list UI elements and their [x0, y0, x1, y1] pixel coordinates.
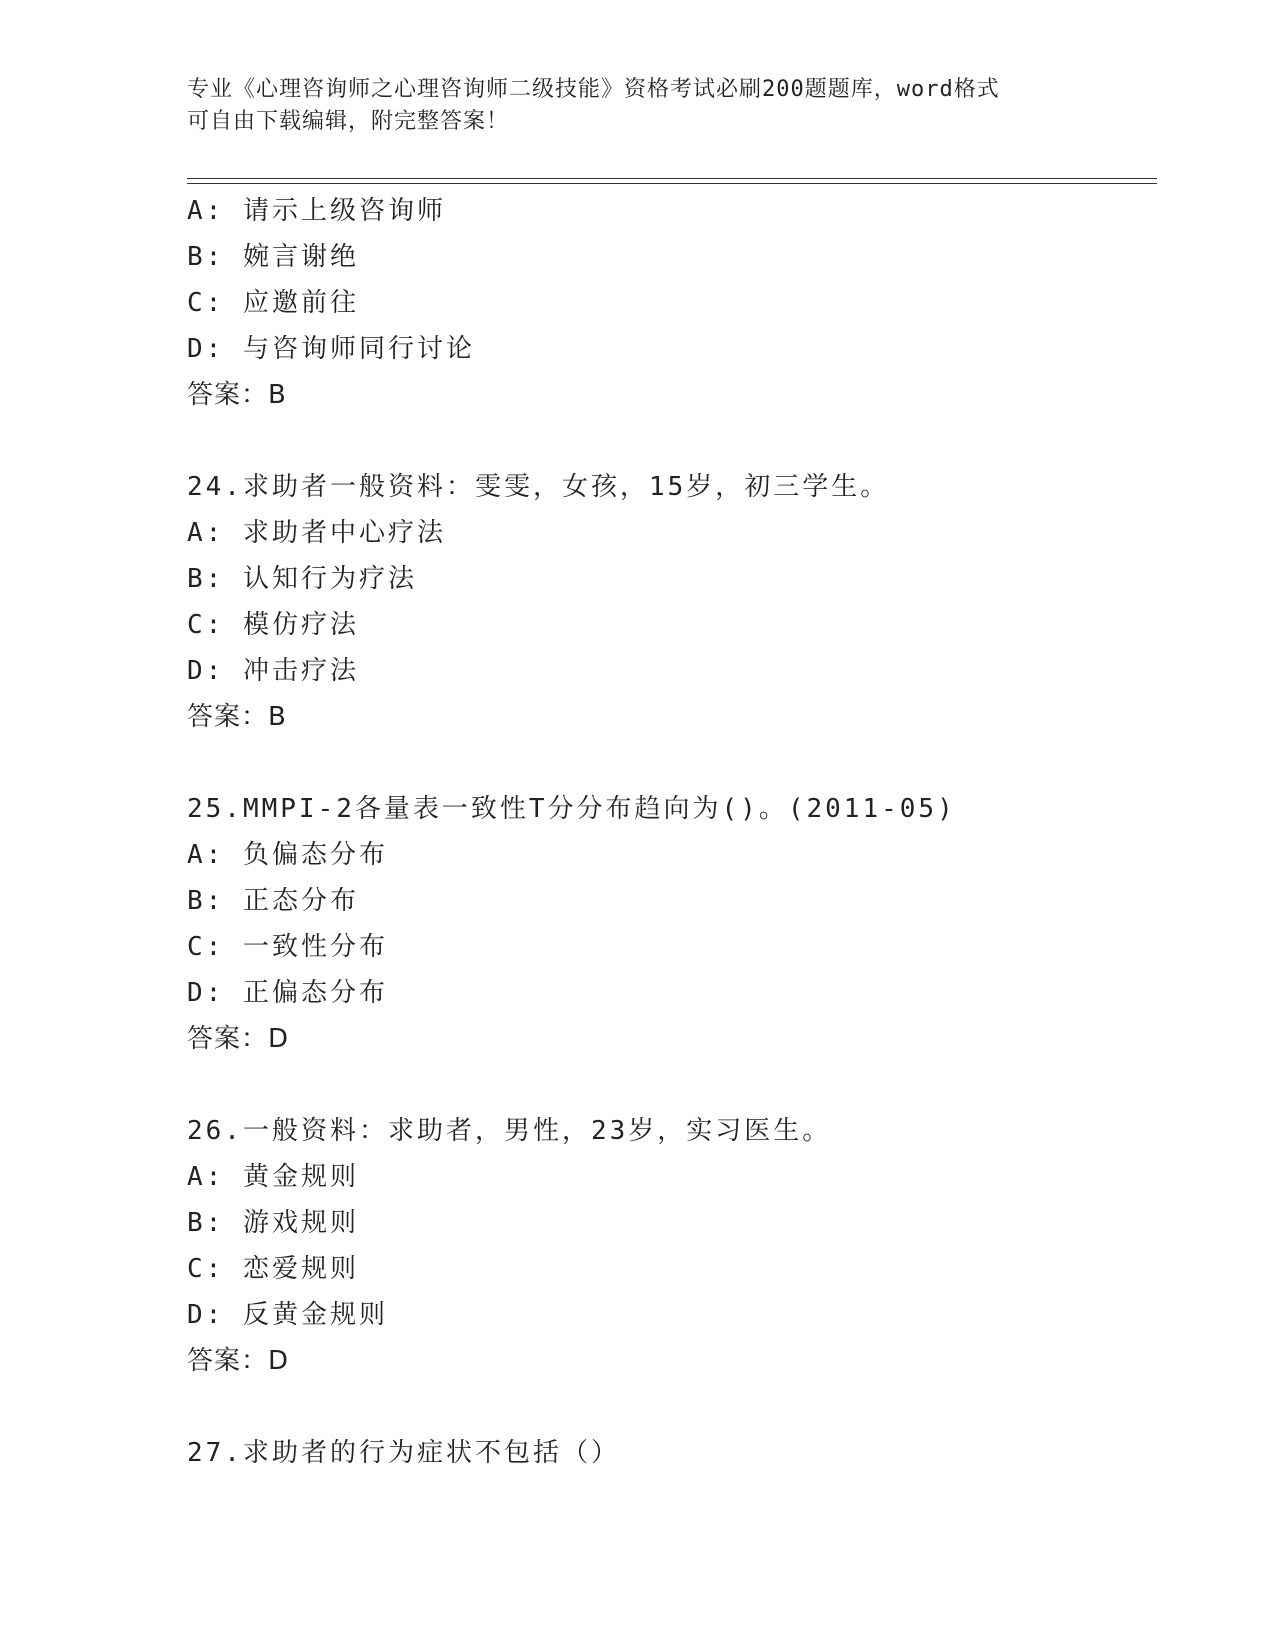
option-a: A: 求助者中心疗法 [187, 518, 446, 548]
header-line-1: 专业《心理咨询师之心理咨询师二级技能》资格考试必刷200题题库，word格式 [187, 77, 1000, 102]
option-c: C: 应邀前往 [187, 288, 359, 318]
option-a: A: 黄金规则 [187, 1162, 359, 1192]
answer-text: 答案：D [187, 1024, 290, 1054]
answer-text: 答案：B [187, 380, 287, 410]
header-line-2: 可自由下载编辑，附完整答案！ [187, 109, 510, 134]
option-a: A: 负偏态分布 [187, 840, 388, 870]
option-c: C: 模仿疗法 [187, 610, 359, 640]
option-d: D: 正偏态分布 [187, 978, 388, 1008]
question-text: 26.一般资料：求助者，男性，23岁，实习医生。 [187, 1116, 832, 1146]
question-block-25 [187, 786, 1187, 1062]
answer-text: 答案：B [187, 702, 287, 732]
option-b: B: 正态分布 [187, 886, 359, 916]
question-text: 27.求助者的行为症状不包括（） [187, 1438, 620, 1468]
question-block-23 [187, 188, 1187, 418]
option-d: D: 与咨询师同行讨论 [187, 334, 475, 364]
document-header [187, 74, 1087, 138]
option-c: C: 恋爱规则 [187, 1254, 359, 1284]
question-block-24 [187, 464, 1187, 740]
option-b: B: 婉言谢绝 [187, 242, 359, 272]
option-d: D: 冲击疗法 [187, 656, 359, 686]
option-a: A: 请示上级咨询师 [187, 196, 446, 226]
question-list [187, 188, 1187, 1476]
header-divider [187, 178, 1157, 184]
option-c: C: 一致性分布 [187, 932, 388, 962]
answer-text: 答案：D [187, 1346, 290, 1376]
question-block-27 [187, 1430, 1187, 1476]
question-text: 24.求助者一般资料：雯雯，女孩，15岁，初三学生。 [187, 472, 890, 502]
question-block-26 [187, 1108, 1187, 1384]
question-text: 25.MMPI-2各量表一致性T分分布趋向为()。(2011-05) [187, 794, 956, 824]
option-b: B: 游戏规则 [187, 1208, 359, 1238]
option-b: B: 认知行为疗法 [187, 564, 417, 594]
option-d: D: 反黄金规则 [187, 1300, 388, 1330]
